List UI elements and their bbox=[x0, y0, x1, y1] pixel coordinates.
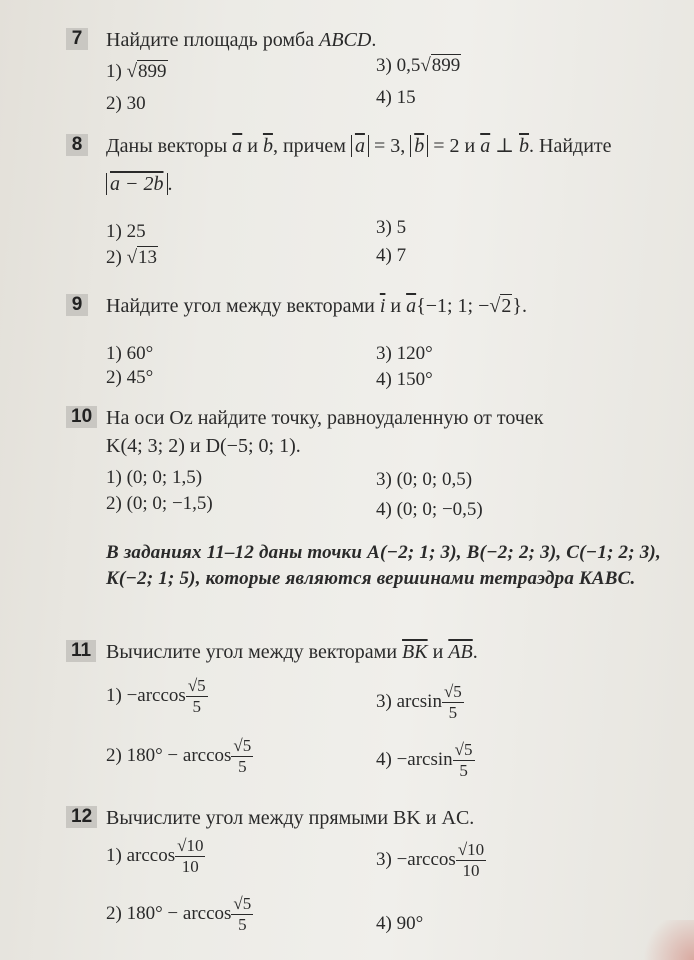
finger-shadow bbox=[634, 920, 694, 960]
option-1: 1) 60° bbox=[106, 343, 154, 364]
question-stem: Найдите угол между векторами $\overline{i}$ и $\overline{a}\{-1$; 1; −√2}. bbox=[106, 295, 527, 317]
option-3: 3) (0; 0; 0,5) bbox=[376, 469, 473, 490]
expression: a − 2b . bbox=[106, 172, 173, 196]
option-3: 3) arcsin $\frac{√5}{5}$ bbox=[376, 682, 462, 722]
option-4: 4) 90° bbox=[376, 913, 424, 934]
option-2: 2) (0; 0; −1,5) bbox=[106, 493, 213, 514]
option-4: 4) (0; 0; −0,5) bbox=[376, 499, 483, 520]
option-2: 2) 180° − arccos $\frac{√5}{5}$ bbox=[106, 894, 252, 934]
option-4: 4) 15 bbox=[376, 87, 416, 108]
question-number: 9 bbox=[66, 294, 88, 316]
option-1: 1) −arccos $\frac{√5}{5}$ bbox=[106, 676, 206, 716]
option-4: 4) 150° bbox=[376, 369, 433, 390]
question-number: 8 bbox=[66, 134, 88, 156]
option-3: 3) 0,5√899 bbox=[376, 55, 461, 76]
option-4: 4) 7 bbox=[376, 245, 407, 266]
option-3: 3) 5 bbox=[376, 217, 407, 238]
question-number: 11 bbox=[66, 640, 96, 662]
question-stem: Даны векторы $\overline{a}$ и $\overline{b}$, причем $\overline{a} = 3$, $\overline{b} = 2$ и $\overline{a}$ ⊥ $\overline{b}$. Найдите bbox=[106, 135, 612, 157]
section-intro: В заданиях 11–12 даны точки A(−2; 1; 3), B(−2; 2; 3), C(−1; 2; 3), K(−2; 1; 5), которые являются вершинами тетраэдра KABC. bbox=[106, 542, 661, 589]
question-number: 10 bbox=[66, 406, 97, 428]
option-2: 2) 180° − arccos $\frac{√5}{5}$ bbox=[106, 736, 252, 776]
question-number: 7 bbox=[66, 28, 88, 50]
question-stem: На оси Oz найдите точку, равноудаленную от точек K(4; 3; 2) и D(−5; 0; 1). bbox=[106, 407, 544, 457]
option-2: 2) 45° bbox=[106, 367, 154, 388]
option-2: 2) √13 bbox=[106, 247, 158, 268]
option-3: 3) −arccos $\frac{√10}{10}$ bbox=[376, 840, 485, 880]
option-4: 4) −arcsin $\frac{√5}{5}$ bbox=[376, 740, 473, 780]
option-1: 1) √899 bbox=[106, 61, 167, 82]
question-number: 12 bbox=[66, 806, 97, 828]
question-stem: Найдите площадь ромба ABCD. bbox=[106, 29, 377, 51]
option-1: 1) 25 bbox=[106, 221, 146, 242]
question-stem: Вычислите угол между векторами $\overline{BK}$ и $\overline{AB}$. bbox=[106, 641, 478, 663]
option-1: 1) arccos $\frac{√10}{10}$ bbox=[106, 836, 204, 876]
option-3: 3) 120° bbox=[376, 343, 433, 364]
question-stem: Вычислите угол между прямыми BK и AC. bbox=[106, 807, 475, 829]
option-1: 1) (0; 0; 1,5) bbox=[106, 467, 203, 488]
option-2: 2) 30 bbox=[106, 93, 146, 114]
